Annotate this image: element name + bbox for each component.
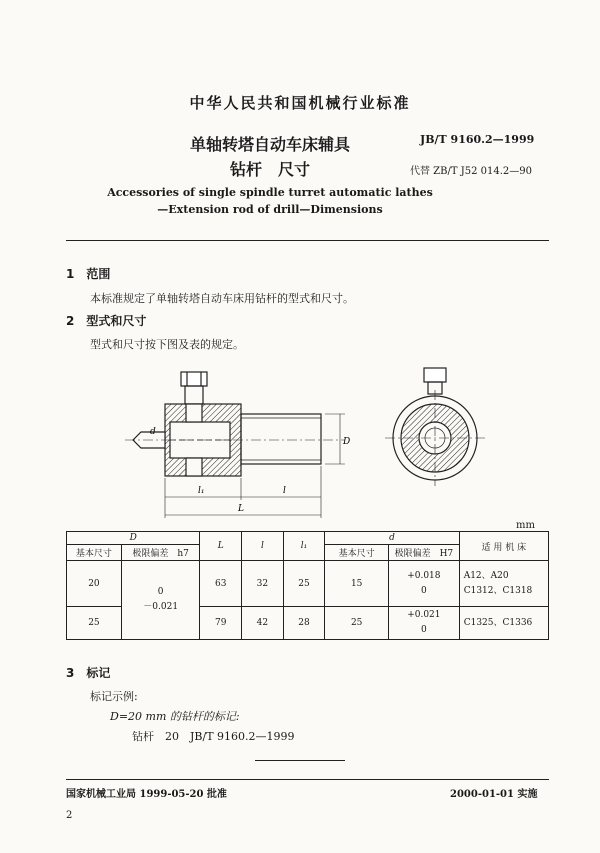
cell-l: 32 xyxy=(242,561,284,607)
cell-d-tol-upper: +0.018 xyxy=(407,570,441,581)
col-d-basic: 基本尺寸 xyxy=(325,545,389,561)
cell-machine xyxy=(459,561,548,607)
title-en-line2: —Extension rod of drill—Dimensions xyxy=(157,203,383,216)
cell-d-tol-lower: 0 xyxy=(421,625,427,635)
screw-neck xyxy=(185,386,203,404)
cell-D-tol xyxy=(121,561,200,640)
standard-number: JB/T 9160.2—1999 xyxy=(420,133,535,146)
replaces-note: 代替 ZB/T J52 014.2—90 xyxy=(410,166,532,177)
technical-drawing xyxy=(0,360,600,525)
col-D: D xyxy=(67,532,200,545)
label-l1: l₁ xyxy=(198,486,205,496)
cell-D-tol-upper: 0 xyxy=(157,587,164,597)
title-en-line1: Accessories of single spindle turret automatic lathes xyxy=(107,186,433,199)
title-cn-line2: 钻杆 尺寸 xyxy=(229,160,310,179)
end-screw-head xyxy=(424,368,446,382)
effective-date: 2000-01-01 实施 xyxy=(450,789,538,800)
mark-example: 钻杆 20 JB/T 9160.2—1999 xyxy=(132,730,295,743)
cell-d-tol-upper: +0.021 xyxy=(407,610,441,620)
label-L: L xyxy=(238,504,244,514)
unit-label: mm xyxy=(516,520,535,531)
page-number: 2 xyxy=(66,810,73,821)
dimensions-table xyxy=(66,531,549,640)
col-d: d xyxy=(325,532,459,545)
cell-machine-1: A12、A20 xyxy=(463,570,509,581)
col-D-basic: 基本尺寸 xyxy=(67,545,122,561)
cell-d: 15 xyxy=(325,561,389,607)
cell-d-tol-lower: 0 xyxy=(421,585,427,596)
cell-machine xyxy=(459,607,548,640)
side-view xyxy=(125,372,345,518)
standard-authority: 中华人民共和国机械行业标准 xyxy=(189,94,411,112)
label-l: l xyxy=(283,486,286,496)
label-d: d xyxy=(150,427,156,437)
cell-d: 25 xyxy=(325,607,389,640)
section-1-heading xyxy=(66,265,110,282)
section-3-title: 标记 xyxy=(86,666,111,680)
section-2-title: 型式和尺寸 xyxy=(86,314,147,328)
col-D-tolerance: 极限偏差 h7 xyxy=(121,545,200,561)
cell-d-tol xyxy=(389,561,460,607)
section-1-text: 本标准规定了单轴转塔自动车床用钻杆的型式和尺寸。 xyxy=(90,292,354,305)
rod-shank xyxy=(241,414,321,464)
cell-L: 79 xyxy=(200,607,242,640)
section-3-number: 3 xyxy=(66,666,75,680)
cell-l: 42 xyxy=(242,607,284,640)
section-1-title: 范围 xyxy=(86,267,111,281)
section-3-heading xyxy=(66,664,110,681)
col-machine: 适 用 机 床 xyxy=(459,532,548,561)
mark-example-condition: D=20 mm 的钻杆的标记: xyxy=(110,710,240,723)
col-l1: l₁ xyxy=(283,532,325,561)
col-d-tolerance: 极限偏差 H7 xyxy=(389,545,460,561)
cell-d-tol xyxy=(389,607,460,640)
col-l: l xyxy=(242,532,284,561)
end-rule xyxy=(255,760,345,761)
section-1-number: 1 xyxy=(66,267,75,281)
table-row xyxy=(67,561,549,607)
cell-D: 25 xyxy=(67,607,122,640)
cell-l1: 25 xyxy=(283,561,325,607)
section-2-heading xyxy=(66,312,146,329)
footer-rule xyxy=(66,779,549,780)
cell-machine-1: C1325、C1336 xyxy=(463,617,533,628)
screw-head xyxy=(181,372,207,386)
cell-D-tol-lower: －0.021 xyxy=(143,602,179,612)
issued-date: 国家机械工业局 1999-05-20 批准 xyxy=(66,789,227,800)
cell-l1: 28 xyxy=(283,607,325,640)
label-D: D xyxy=(343,437,351,447)
cell-L: 63 xyxy=(200,561,242,607)
section-2-number: 2 xyxy=(66,314,75,328)
mark-example-label: 标记示例: xyxy=(90,690,138,703)
title-cn-line1: 单轴转塔自动车床辅具 xyxy=(189,135,350,154)
header-rule xyxy=(66,240,549,241)
col-L: L xyxy=(200,532,242,561)
section-2-text: 型式和尺寸按下图及表的规定。 xyxy=(90,338,244,351)
cell-machine-2: C1312、C1318 xyxy=(463,585,533,596)
cell-D: 20 xyxy=(67,561,122,607)
end-view xyxy=(385,368,485,486)
